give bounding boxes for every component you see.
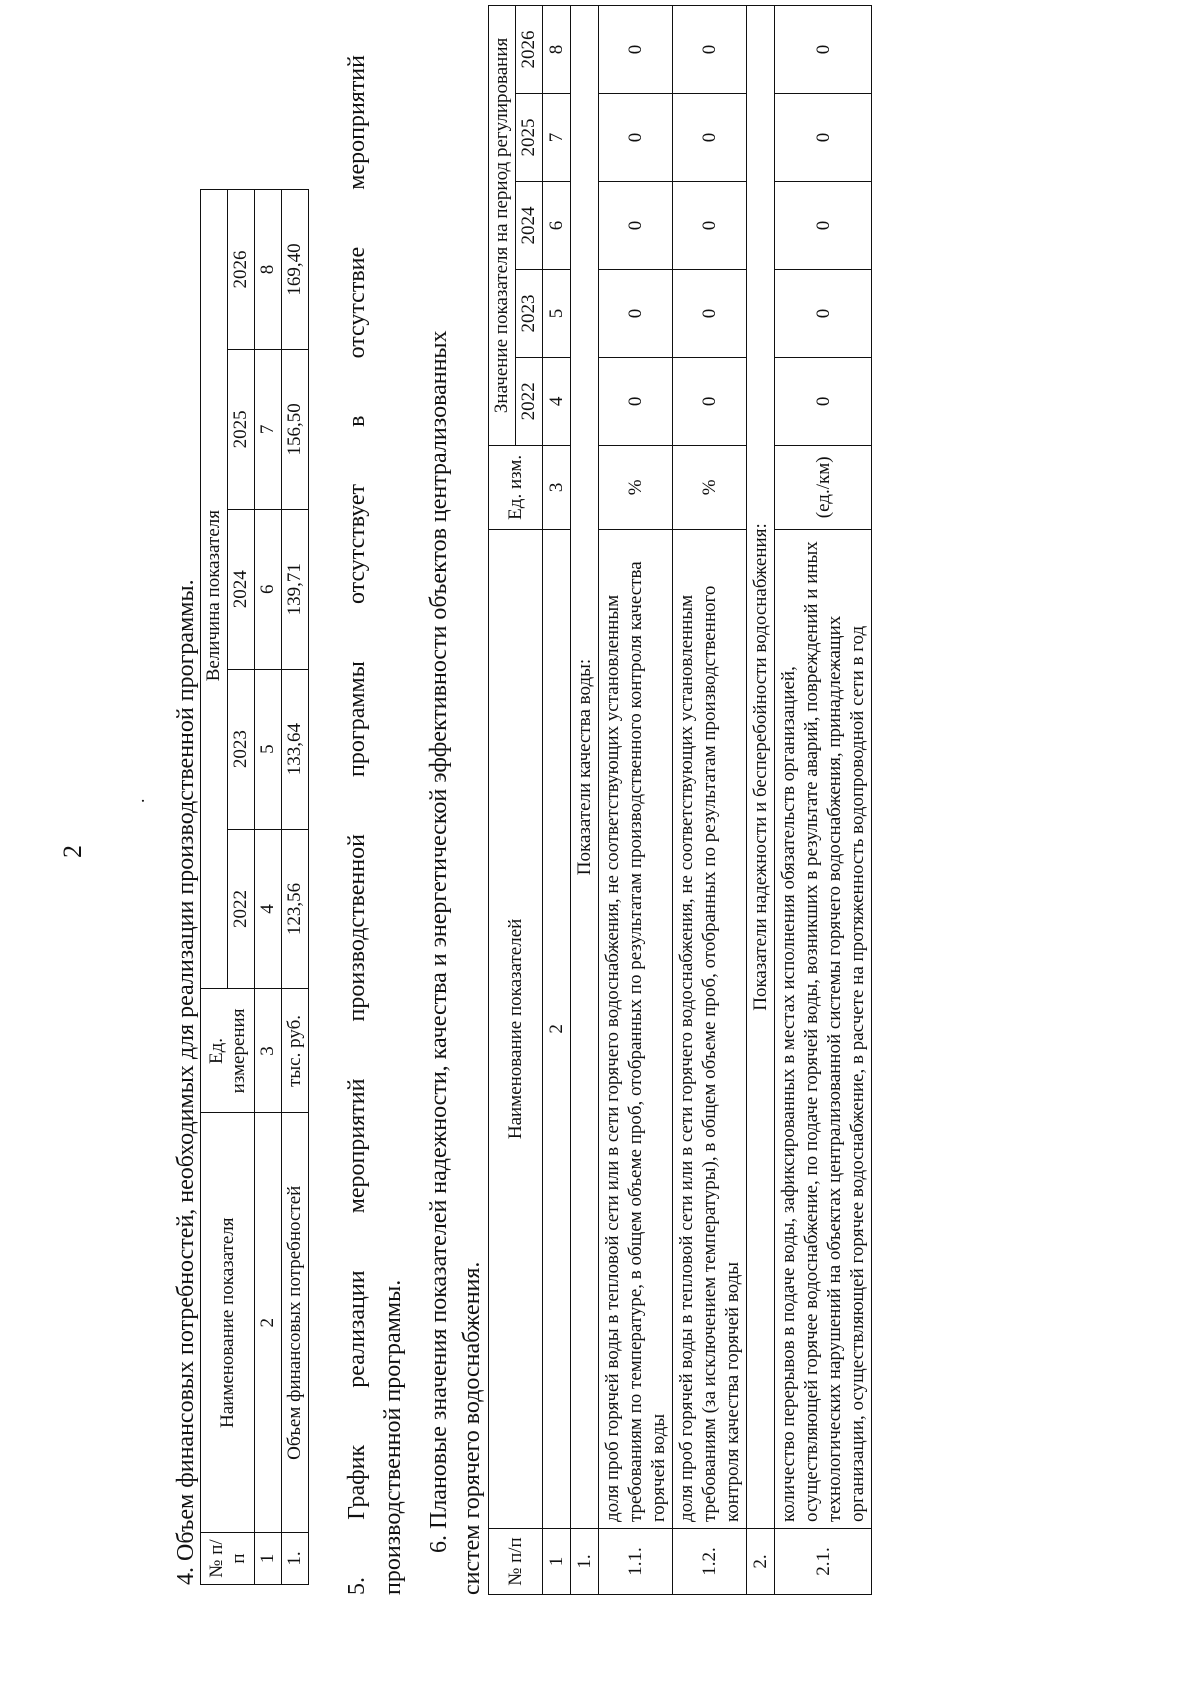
group-title: Показатели надежности и бесперебойности водоснабжения: <box>747 6 775 1529</box>
indicators-table <box>488 5 872 1595</box>
col-number: 8 <box>543 6 571 94</box>
header-year: 2024 <box>228 509 255 669</box>
row-value: 0 <box>673 269 747 357</box>
table-row <box>775 6 872 1595</box>
col-number: 1 <box>543 1529 571 1595</box>
header-year: 2025 <box>228 349 255 509</box>
row-name: доля проб горячей воды в тепловой сети или в сети горячего водоснабжения, не соответствующих установленным требованиям по температуре, в общем объеме проб, отобранных по результатам производственного контроля качества горячей воды <box>599 529 673 1528</box>
section-5-text-line2: производственной программы. <box>380 1279 406 1595</box>
row-value: 0 <box>775 6 872 94</box>
financial-needs-table <box>200 189 309 1585</box>
header-year: 2022 <box>228 829 255 989</box>
header-year: 2024 <box>516 182 543 270</box>
group-no: 1. <box>571 1529 599 1595</box>
row-value: 0 <box>673 94 747 182</box>
col-number: 7 <box>543 94 571 182</box>
row-value: 0 <box>775 357 872 445</box>
row-value: 0 <box>599 94 673 182</box>
section-6-title-line1: 6. Плановые значения показателей надежности, качества и энергетической эффективности объектов централизованных <box>426 330 452 1553</box>
header-year: 2023 <box>516 269 543 357</box>
header-year: 2023 <box>228 669 255 829</box>
col-number: 8 <box>255 190 282 350</box>
col-number: 4 <box>255 829 282 989</box>
col-number: 3 <box>543 445 571 529</box>
row-no: 2.1. <box>775 1529 872 1595</box>
section-row-reliability <box>747 6 775 1595</box>
section-6-title-line2: систем горячего водоснабжения. <box>459 1261 485 1595</box>
row-value: 0 <box>775 94 872 182</box>
header-year: 2026 <box>228 190 255 350</box>
row-name: Объем финансовых потребностей <box>282 1113 309 1533</box>
table-row <box>282 190 309 1585</box>
row-value: 0 <box>673 357 747 445</box>
row-value: 156,50 <box>282 349 309 509</box>
header-name: Наименование показателя <box>201 1113 255 1533</box>
header-unit: Ед. измерения <box>201 989 255 1113</box>
row-unit: тыс. руб. <box>282 989 309 1113</box>
row-value: 133,64 <box>282 669 309 829</box>
section-row-quality <box>571 6 599 1595</box>
col-number: 4 <box>543 357 571 445</box>
col-number: 1 <box>255 1533 282 1585</box>
col-number: 5 <box>543 269 571 357</box>
col-number: 6 <box>255 509 282 669</box>
row-unit: (ед./км) <box>775 445 872 529</box>
row-no: 1.1. <box>599 1529 673 1595</box>
table-row <box>599 6 673 1595</box>
row-name: доля проб горячей воды в тепловой сети или в сети горячего водоснабжения, не соответствующих установленным требованиям (за исключением температуры), в общем объеме проб, отобранных по результатам производственного контроля качества горячей воды <box>673 529 747 1528</box>
section-4-title: 4. Объем финансовых потребностей, необходимых для реализации производственной программы. <box>173 579 199 1585</box>
page-number: 2 <box>58 845 87 858</box>
row-value: 123,56 <box>282 829 309 989</box>
header-value-group: Значение показателя на период регулирования <box>489 6 516 446</box>
column-number-row <box>255 190 282 1585</box>
header-year: 2025 <box>516 94 543 182</box>
row-name: количество перерывов в подаче воды, зафиксированных в местах исполнения обязательств организацией, осуществляющей горячее водоснабжение, по подаче горячей воды, возникших в результате аварий, повреждений и иных технологических нарушений на объектах централизованной системы горячего водоснабжения, принадлежащих организации, осуществляющей горячее водоснабжение, в расчете на протяженность водопроводной сети в год <box>775 529 872 1528</box>
col-number: 2 <box>255 1113 282 1533</box>
header-year: 2022 <box>516 357 543 445</box>
col-number: 2 <box>543 529 571 1528</box>
table-row <box>673 6 747 1595</box>
row-value: 0 <box>599 269 673 357</box>
header-year: 2026 <box>516 6 543 94</box>
column-number-row <box>543 6 571 1595</box>
col-number: 6 <box>543 182 571 270</box>
header-unit: Ед. изм. <box>489 445 543 529</box>
header-no: № п/п <box>201 1533 255 1585</box>
row-value: 0 <box>599 182 673 270</box>
row-unit: % <box>673 445 747 529</box>
row-value: 0 <box>673 182 747 270</box>
row-no: 1. <box>282 1533 309 1585</box>
row-value: 0 <box>775 182 872 270</box>
row-value: 139,71 <box>282 509 309 669</box>
header-value-group: Величина показателя <box>201 190 228 989</box>
tick-mark: . <box>128 798 148 803</box>
header-name: Наименование показателей <box>489 529 543 1528</box>
col-number: 5 <box>255 669 282 829</box>
row-no: 1.2. <box>673 1529 747 1595</box>
row-unit: % <box>599 445 673 529</box>
row-value: 0 <box>599 6 673 94</box>
row-value: 0 <box>673 6 747 94</box>
col-number: 3 <box>255 989 282 1113</box>
row-value: 0 <box>599 357 673 445</box>
col-number: 7 <box>255 349 282 509</box>
group-no: 2. <box>747 1529 775 1595</box>
group-title: Показатели качества воды: <box>571 6 599 1529</box>
header-no: № п/п <box>489 1529 543 1595</box>
row-value: 169,40 <box>282 190 309 350</box>
section-5-text-line1: 5. График реализации мероприятий производственной программы отсутствует в отсутствие мероприятий <box>344 55 370 1595</box>
row-value: 0 <box>775 269 872 357</box>
